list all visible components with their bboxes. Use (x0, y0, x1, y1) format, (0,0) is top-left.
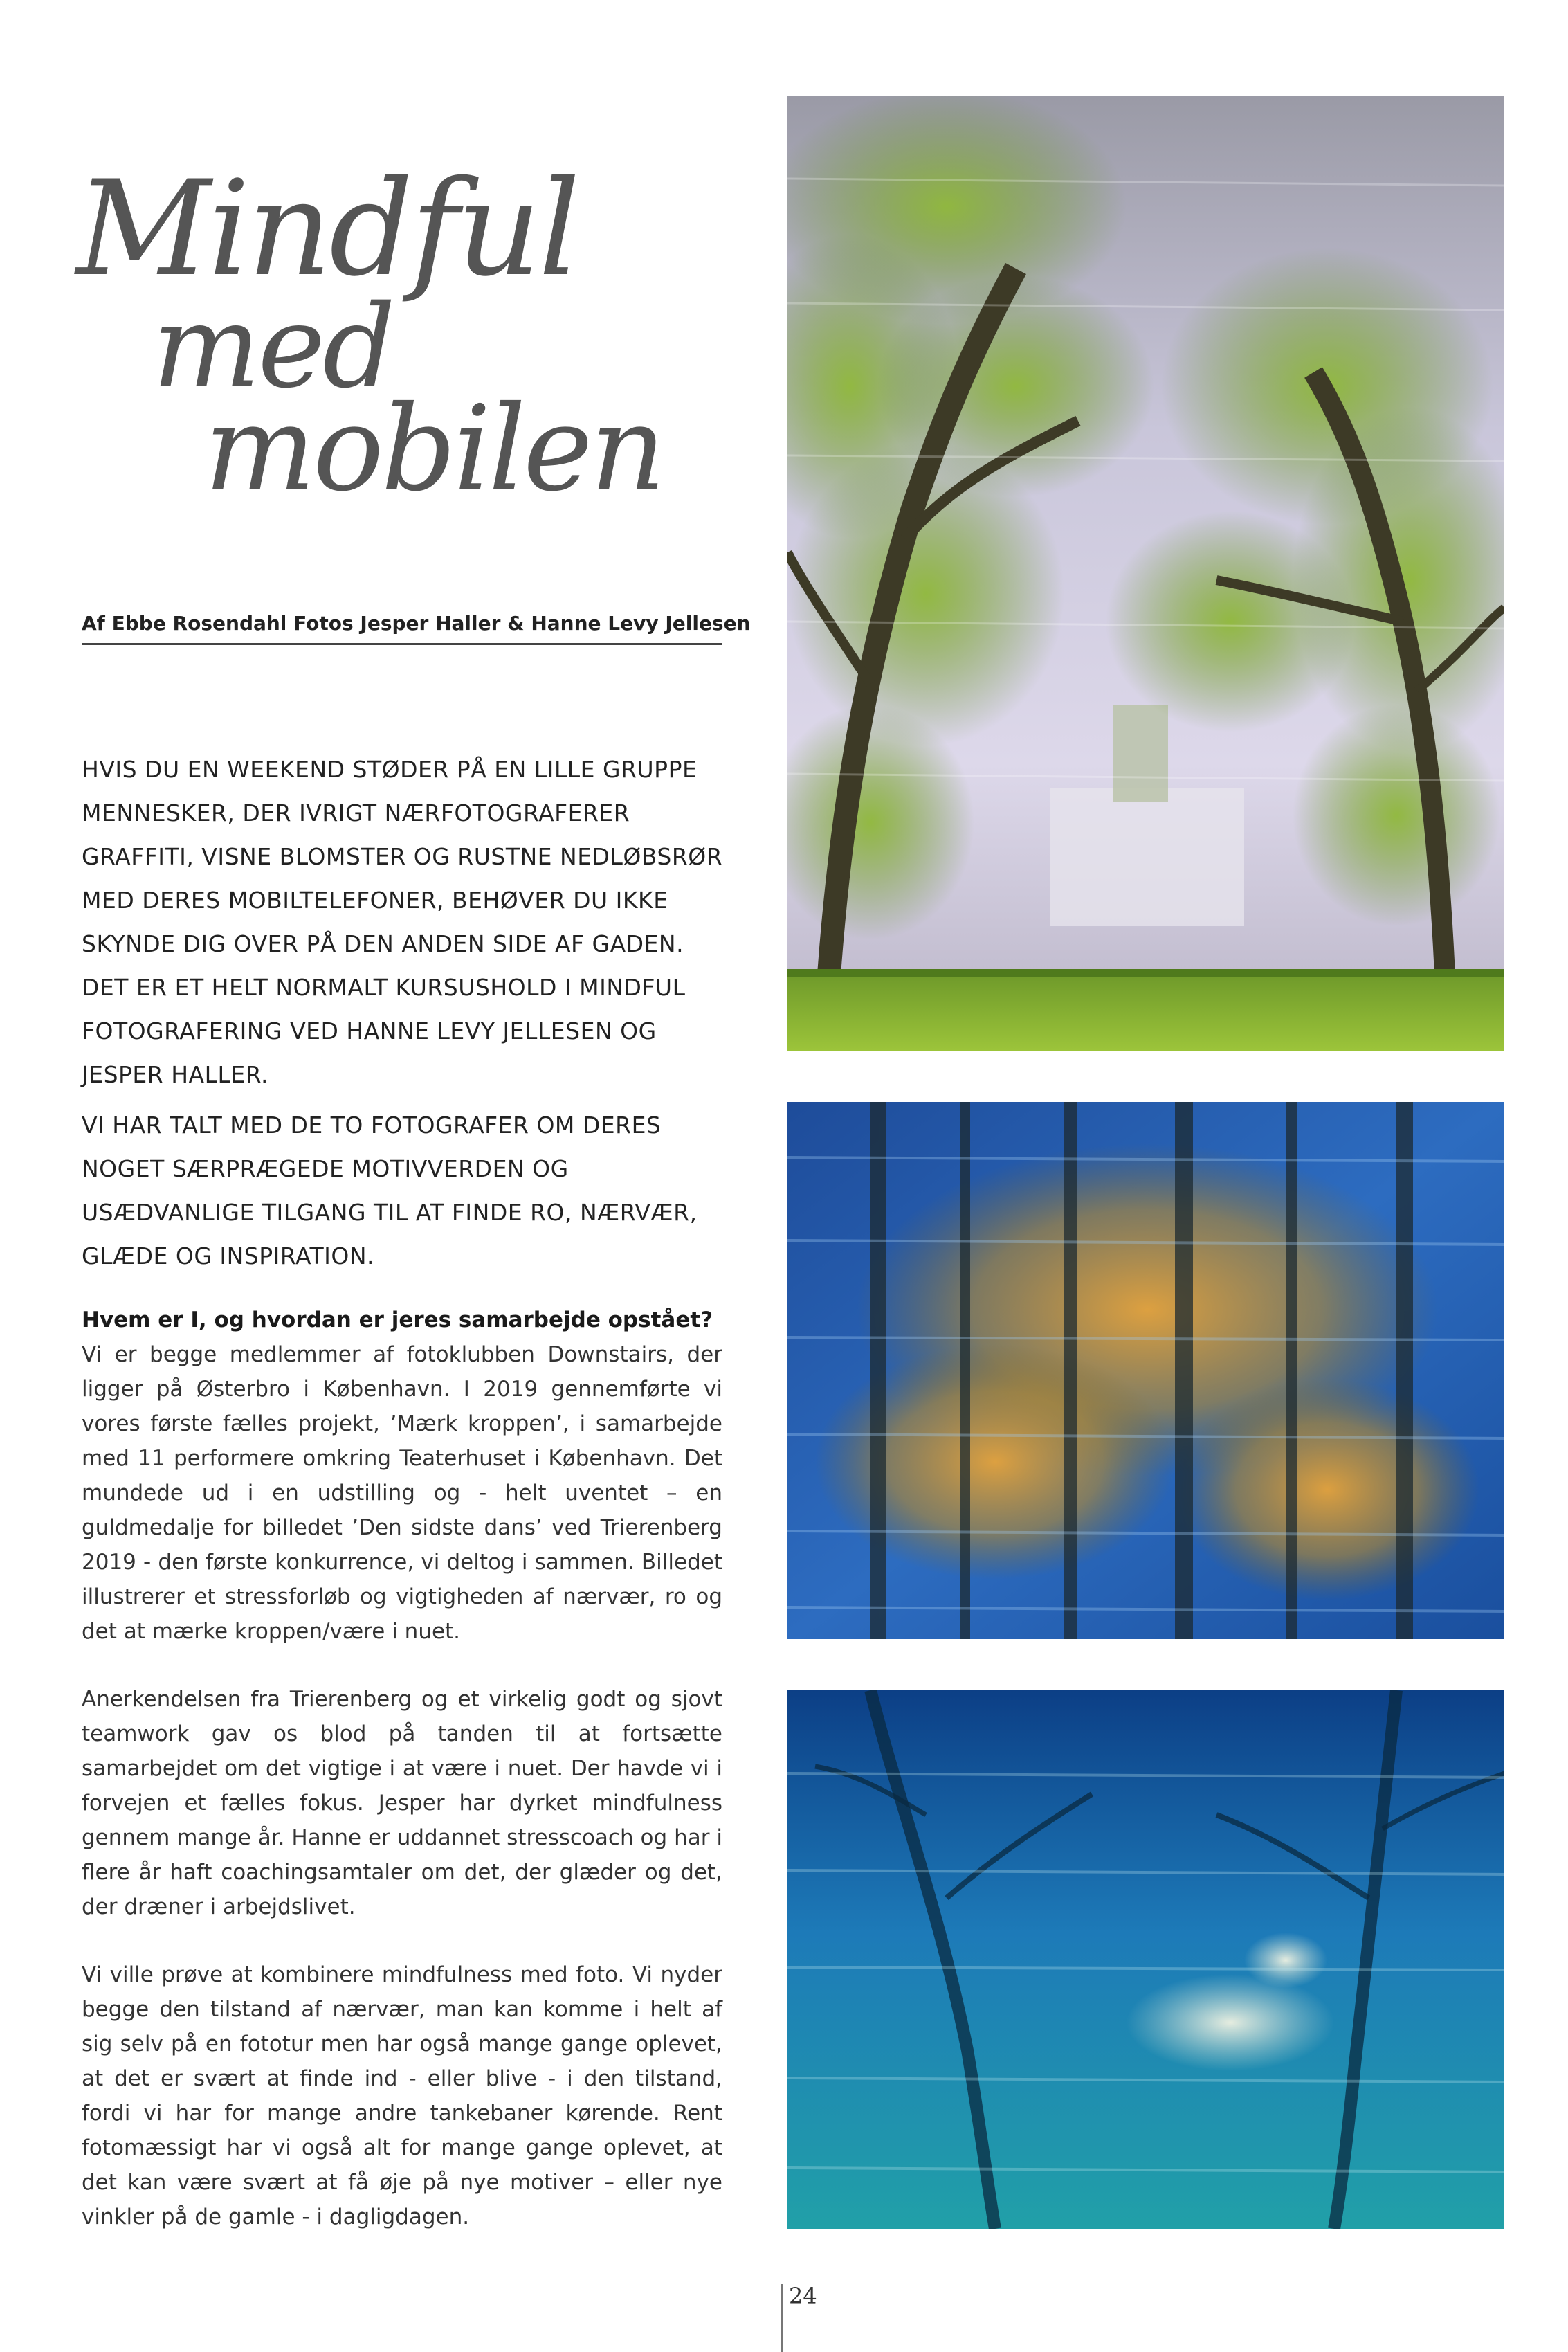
photo-water-leaves (787, 1102, 1504, 1639)
page-number-rule (781, 2284, 783, 2352)
title-line-3: mobilen (204, 381, 664, 518)
photo-tree-reflection-image (787, 96, 1504, 1051)
photo-blue-reflection (787, 1690, 1504, 2229)
photo-blue-reflection-image (787, 1690, 1504, 2229)
title-line-1: Mindful (76, 152, 578, 305)
photo-tree-reflection (787, 96, 1504, 1051)
body-paragraph-1: Vi er begge medlemmer af fotoklubben Downstairs, der ligger på Østerbro i København. I 2019 gennemførte vi vores første fælles projekt, ’Mærk kroppen’, i samarbejde med 11 performere omkring Teaterhuset i København. Det mundede ud i en udstilling og - helt uventet – en guldmedalje for billedet ’Den sidste dans’ ved Trierenberg 2019 - den første konkurrence, vi deltog i sammen. Billedet illustrerer et stressforløb og vigtigheden af nærvær, ro og det at mærke kroppen/være i nuet. (82, 1342, 722, 1644)
lead-paragraph-1: HVIS DU EN WEEKEND STØDER PÅ EN LILLE GRUPPE MENNESKER, DER IVRIGT NÆRFOTOGRAFERER GRAFFITI, VISNE BLOMSTER OG RUSTNE NEDLØBSRØR MED DERES MOBILTELEFONER, BEHØVER DU IKKE SKYNDE DIG OVER PÅ DEN ANDEN SIDE AF GADEN. DET ER ET HELT NORMALT KURSUSHOLD I MINDFUL FOTOGRAFERING VED HANNE LEVY JELLESEN OG JESPER HALLER. (82, 756, 723, 1088)
body-paragraph-2: Anerkendelsen fra Trierenberg og et virkelig godt og sjovt teamwork gav os blod på tanden til at fortsætte samarbejdet om det vigtige i at være i nuet. Der havde vi i forvejen et fælles fokus. Jesper har dyrket mindfulness gennem mange år. Hanne er uddannet stresscoach og har i flere år haft coachingsamtaler om det, der glæder og det, der dræner i arbejdslivet. (82, 1687, 722, 1919)
article-body (82, 1303, 722, 2234)
title-line-2: med (152, 280, 393, 413)
question-heading: Hvem er I, og hvordan er jeres samarbejde opstået? (82, 1308, 713, 1332)
photo-water-leaves-image (787, 1102, 1504, 1639)
body-paragraph-3: Vi ville prøve at kombinere mindfulness med foto. Vi nyder begge den tilstand af nærvær, man kan komme i helt af sig selv på en fototur men har også mange gange oplevet, at det er svært at finde ind - eller blive - i den tilstand, fordi vi har for mange andre tankebaner kørende. Rent fotomæssigt har vi også alt for mange gange oplevet, at det kan være svært at få øje på nye motiver – eller nye vinkler på de gamle - i dagligdagen. (82, 1962, 722, 2229)
lead-paragraph-2: VI HAR TALT MED DE TO FOTOGRAFER OM DERES NOGET SÆRPRÆGEDE MOTIVVERDEN OG USÆDVANLIGE TILGANG TIL AT FINDE RO, NÆRVÆR, GLÆDE OG INSPIRATION. (82, 1112, 698, 1269)
page-number: 24 (789, 2283, 817, 2309)
article-title (76, 152, 699, 540)
byline: Af Ebbe Rosendahl Fotos Jesper Haller & Hanne Levy Jellesen (82, 612, 722, 645)
lead-text (82, 748, 725, 1285)
